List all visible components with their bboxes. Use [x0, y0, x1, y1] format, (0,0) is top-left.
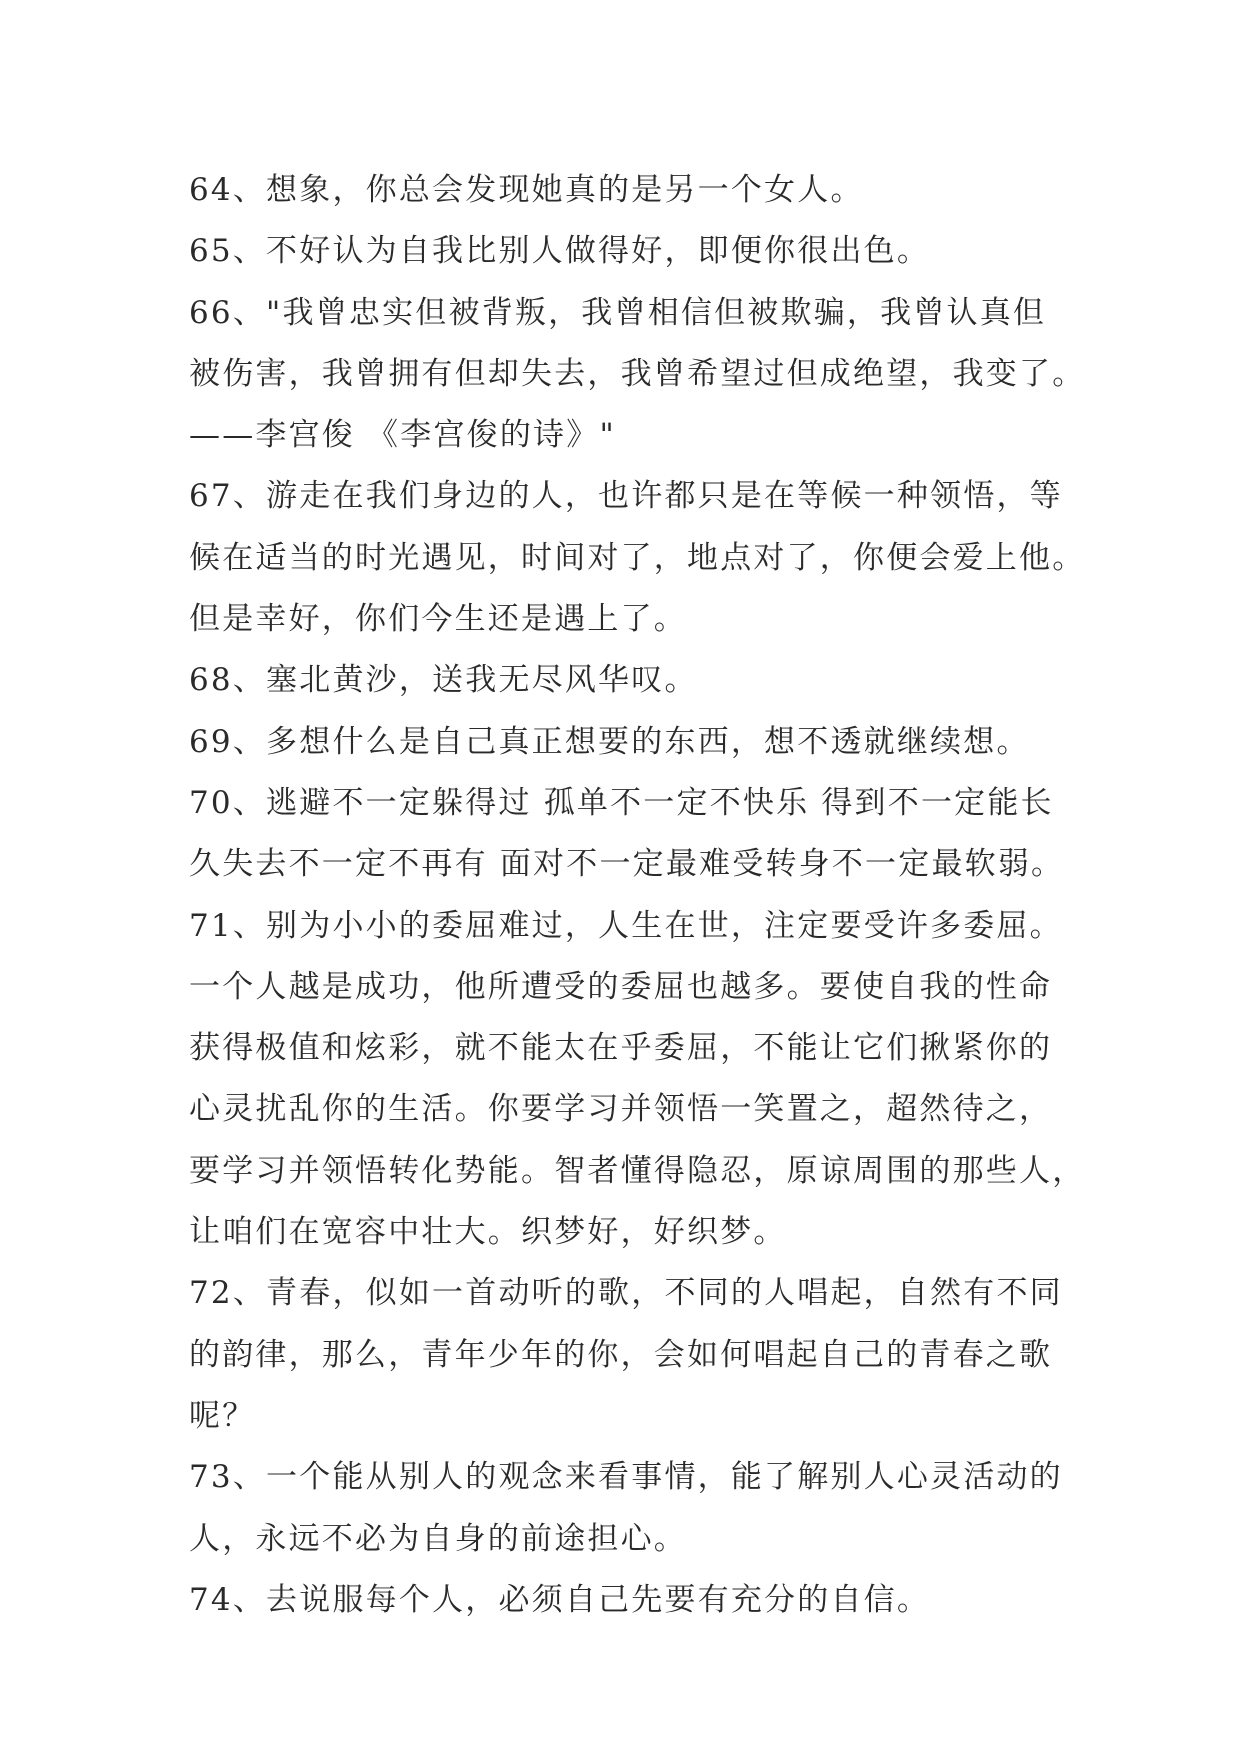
text-line: 要学习并领悟转化势能。智者懂得隐忍，原谅周围的那些人， — [189, 1152, 1086, 1189]
text-line: 68、塞北黄沙，送我无尽风华叹。 — [189, 662, 698, 699]
text-line: 67、游走在我们身边的人，也许都只是在等候一种领悟，等 — [189, 478, 1063, 515]
text-line: 65、不好认为自我比别人做得好，即便你很出色。 — [189, 233, 931, 270]
text-line: 73、一个能从别人的观念来看事情，能了解别人心灵活动的 — [189, 1459, 1063, 1496]
text-line: 心灵扰乱你的生活。你要学习并领悟一笑置之，超然待之， — [189, 1091, 1053, 1128]
text-line: 69、多想什么是自己真正想要的东西，想不透就继续想。 — [189, 723, 1030, 760]
document-body — [189, 160, 1086, 1631]
text-line: 70、逃避不一定躲得过 孤单不一定不快乐 得到不一定能长 — [189, 784, 1054, 821]
text-line: 74、去说服每个人，必须自己先要有充分的自信。 — [189, 1581, 931, 1618]
text-line: ——李宫俊 《李宫俊的诗》" — [189, 417, 616, 454]
text-line: 72、青春，似如一首动听的歌，不同的人唱起，自然有不同 — [189, 1275, 1063, 1312]
text-line: 被伤害，我曾拥有但却失去，我曾希望过但成绝望，我变了。 — [189, 355, 1086, 392]
text-line: 候在适当的时光遇见，时间对了，地点对了，你便会爱上他。 — [189, 539, 1086, 576]
text-line: 让咱们在宽容中壮大。织梦好，好织梦。 — [189, 1214, 787, 1251]
text-line: 久失去不一定不再有 面对不一定最难受转身不一定最软弱。 — [189, 846, 1065, 883]
text-line: 的韵律，那么，青年少年的你，会如何唱起自己的青春之歌 — [189, 1336, 1053, 1373]
text-line: 呢？ — [189, 1397, 256, 1434]
text-line: 获得极值和炫彩，就不能太在乎委屈，不能让它们揪紧你的 — [189, 1030, 1053, 1067]
text-line: 66、"我曾忠实但被背叛，我曾相信但被欺骗，我曾认真但 — [189, 294, 1047, 331]
text-line: 71、别为小小的委屈难过，人生在世，注定要受许多委屈。 — [189, 907, 1063, 944]
text-line: 一个人越是成功，他所遭受的委屈也越多。要使自我的性命 — [189, 968, 1053, 1005]
text-line: 但是幸好，你们今生还是遇上了。 — [189, 601, 687, 638]
text-line: 人，永远不必为自身的前途担心。 — [189, 1520, 687, 1557]
text-line: 64、想象，你总会发现她真的是另一个女人。 — [189, 172, 864, 208]
